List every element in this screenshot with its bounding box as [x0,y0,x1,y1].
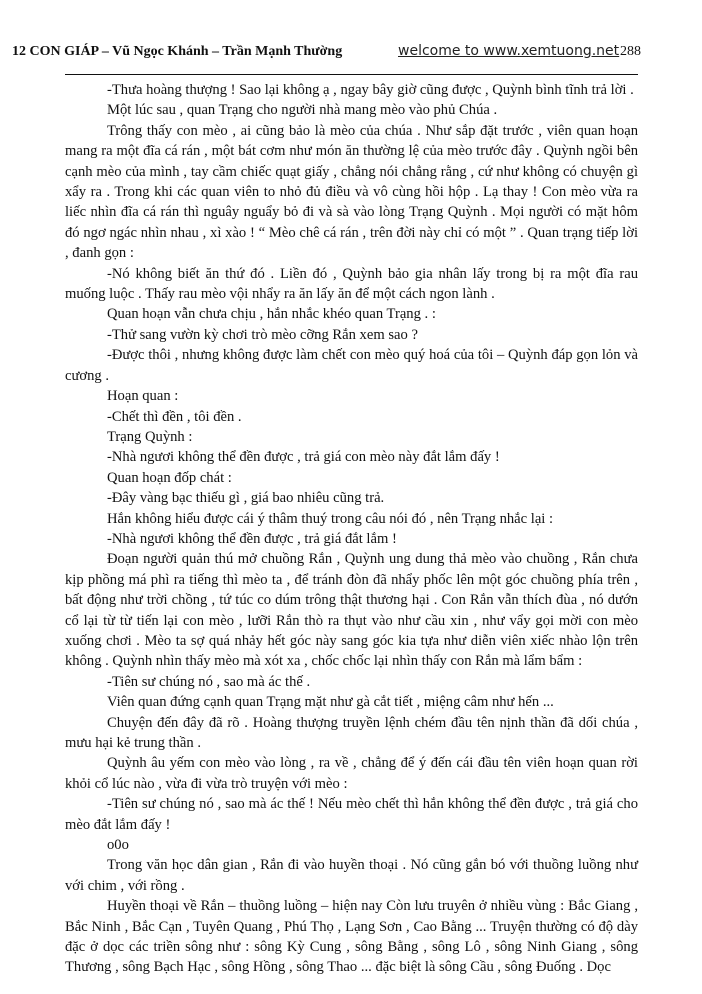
paragraph: -Nó không biết ăn thứ đó . Liền đó , Quỳnh bảo gia nhân lấy trong bị ra một đĩa rau muống luộc . Thấy rau mèo vội nhẩy ra ăn lấy ăn để một cách ngon lành . [65,265,638,303]
paragraph: -Nhà ngươi không thể đền được , trả giá đắt lắm ! [107,530,397,547]
paragraph: Quỳnh âu yếm con mèo vào lòng , ra về , chẳng để ý đến cái đầu tên viên hoạn quan rời khỏi cổ lúc nào , vừa đi vừa trò truyện với mèo : [65,755,638,792]
paragraph: Đoạn người quản thú mở chuồng Rắn , Quỳnh ung dung thả mèo vào chuồng , Rắn chưa kịp phồng má phì ra tiếng thì mèo ta , để tránh đòn đã nhẩy phốc lên một góc chuồng phía trên , bất động như trời chồng , tứ túc co dúm trông thật thương hại . Con Rắn vẫn thích đùa , nó dướn cổ lại từ từ tiến lại con mèo , lưỡi Rắn thò ra thụt vào như cầu xin , như vẩy gọi mời con mèo xuống chơi . Mèo ta sợ quá nhảy hết góc này sang góc kia tựa như diễn viên xiếc nhào lộn trên không . Quỳnh nhìn thấy mèo mà xót xa , chốc chốc lại nhìn thấy con Rắn mà lẩm bẩm : [65,551,638,670]
paragraph: Trạng Quỳnh : [107,428,193,445]
paragraph: Hoạn quan : [107,388,179,405]
document-body [65,80,638,978]
paragraph: -Đây vàng bạc thiếu gì , giá bao nhiêu cũng trả. [107,490,385,507]
page-number: 288 [620,44,641,59]
paragraph: Trông thấy con mèo , ai cũng bảo là mèo của chúa . Như sắp đặt trước , viên quan hoạn mang ra một đĩa cá rán , một bát cơm như món ăn thường lệ của mèo trước đây . Quỳnh ngồi bên cạnh mèo của mình , tay cầm chiếc quạt giấy , chẳng nói chẳng rằng , cứ như không có chuyện gì xẩy ra . Trong khi các quan viên to nhỏ đủ điều và vô cùng hồi hộp . Lạ thay ! Con mèo vừa ra liếc nhìn đĩa cá rán thì nguây nguẩy bỏ đi và sà vào lòng Trạng Quỳnh . Mọi người có mặt hôm đó ngơ ngác nhìn nhau , xì xào ! “ Mèo chê cá rán , trên đời này chỉ có một ” . Quan trạng tiếp lời , đanh gọn : [65,122,638,262]
paragraph: -Thưa hoàng thượng ! Sao lại không ạ , ngay bây giờ cũng được , Quỳnh bình tĩnh trả lời . [107,82,634,98]
paragraph: o0o [107,837,129,854]
book-title: 12 CON GIÁP – Vũ Ngọc Khánh – Trần Mạnh Thường [12,44,343,59]
paragraph: Trong văn học dân gian , Rắn đi vào huyền thoại . Nó cũng gắn bó với thuồng luồng như với chim , với rồng . [65,857,638,894]
paragraph: Quan hoạn vẫn chưa chịu , hắn nhắc khéo quan Trạng . : [107,306,436,323]
paragraph: Viên quan đứng cạnh quan Trạng mặt như gà cắt tiết , miệng câm như hến ... [107,694,554,711]
paragraph: Một lúc sau , quan Trạng cho người nhà mang mèo vào phủ Chúa . [107,102,498,119]
paragraph: Hắn không hiểu được cái ý thâm thuý trong câu nói đó , nên Trạng nhắc lại : [107,510,554,527]
header-divider [65,74,638,75]
paragraph: -Chết thì đền , tôi đền . [107,408,242,425]
paragraph: -Tiên sư chúng nó , sao mà ác thế ! Nếu mèo chết thì hắn không thể đền được , trả giá cho mèo đắt lắm đấy ! [65,796,638,833]
paragraph: -Được thôi , nhưng không được làm chết con mèo quý hoá của tôi – Quỳnh đáp gọn lỏn và cương . [65,347,638,384]
paragraph: Quan hoạn đốp chát : [107,469,232,486]
website-link[interactable]: welcome to www.xemtuong.net [398,43,620,59]
paragraph: -Nhà ngươi không thể đền được , trả giá con mèo này đắt lắm đấy ! [107,449,500,466]
paragraph: -Tiên sư chúng nó , sao mà ác thế . [107,673,311,690]
paragraph: Huyền thoại về Rắn – thuồng luồng – hiện nay Còn lưu truyên ở nhiều vùng : Bắc Giang , Bắc Ninh , Bắc Cạn , Tuyên Quang , Phú Thọ , Lạng Sơn , Cao Bằng ... Truyện thường có độ dày đặc ở dọc các triền sông như : sông Kỳ Cung , sông Bằng , sông Lô , sông Ninh Giang , sông Thương , sông Bạch Hạc , sông Hồng , sông Thao ... đặc biệt là sông Cầu , sông Đuống . Dọc [65,898,638,976]
paragraph: -Thử sang vườn kỳ chơi trò mèo cỡng Rắn xem sao ? [107,326,418,343]
paragraph: Chuyện đến đây đã rõ . Hoàng thượng truyền lệnh chém đầu tên nịnh thần đã dối chúa , mưu hại kẻ trung thần . [65,714,638,751]
